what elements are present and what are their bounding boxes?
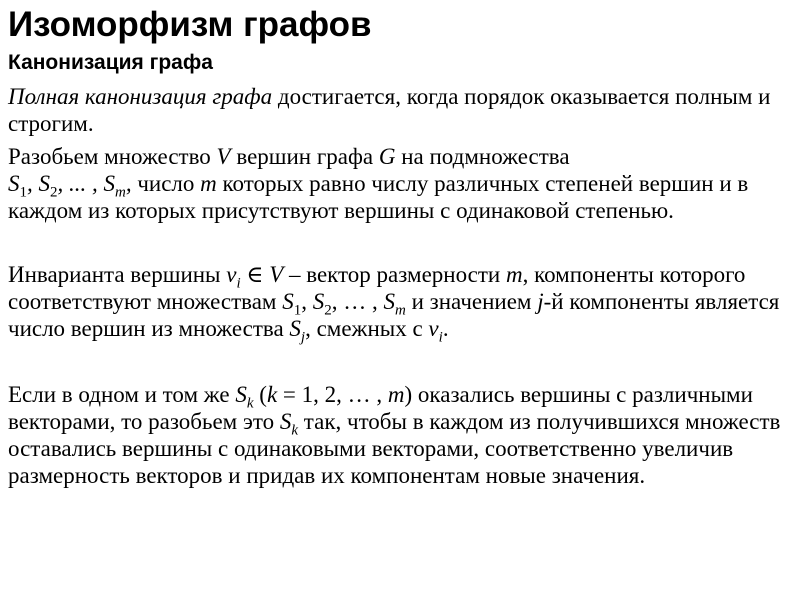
- var-vi: v: [428, 316, 439, 341]
- page-title: Изоморфизм графов: [8, 5, 372, 44]
- paragraph-canonization: [8, 83, 792, 137]
- sub-2-b: 2: [324, 302, 332, 319]
- p2-text-1: Разобьем множество: [8, 144, 217, 169]
- p3-text-5: -й компоненты является число вершин из множества: [8, 289, 780, 341]
- p2-text-2: вершин графа: [230, 144, 379, 169]
- term-full-canonization: Полная канонизация графа: [8, 84, 273, 109]
- p2-text-5: которых равно числу различных степеней вершин и в каждом из которых присутствуют вершины с одинаковой степенью.: [8, 171, 749, 223]
- paragraph-invariant: [8, 261, 792, 346]
- p4-text-2: (: [253, 382, 267, 407]
- var-Sj: S: [289, 316, 301, 341]
- paragraph-partition: [8, 143, 792, 224]
- p3-text-1: Инварианта вершины: [8, 262, 227, 287]
- p3-end: .: [442, 316, 449, 341]
- var-m-2: m: [505, 262, 523, 287]
- sub-1-b: 1: [293, 302, 302, 319]
- section-subtitle: Канонизация графа: [8, 51, 213, 74]
- var-S2: S: [38, 171, 50, 196]
- p3-text-2: – вектор размерности: [283, 262, 506, 287]
- sub-2: 2: [50, 184, 58, 201]
- var-m-3: m: [387, 382, 405, 407]
- p3-text-4: и значением: [405, 289, 538, 314]
- var-V-2: V: [269, 262, 284, 287]
- sub-m-b: m: [394, 302, 406, 319]
- var-j: j: [537, 289, 544, 314]
- var-m: m: [200, 171, 217, 196]
- var-Sm: S: [103, 171, 115, 196]
- p3-text-6: , смежных с: [305, 316, 429, 341]
- var-Sk-b: S: [279, 409, 292, 434]
- p4-text-4: ) оказались вершины с различными векторами, то разобьем это: [8, 382, 753, 434]
- var-k: k: [266, 382, 278, 407]
- var-v: v: [226, 262, 237, 287]
- var-Sm-b: S: [383, 289, 395, 314]
- var-V: V: [216, 144, 231, 169]
- var-S1: S: [8, 171, 20, 196]
- sub-i-b: i: [438, 329, 443, 346]
- p3-sep-1: ,: [301, 289, 313, 314]
- var-G: G: [378, 144, 396, 169]
- p2-text-4: число: [131, 171, 201, 196]
- p2-sep-3: ,: [125, 171, 132, 196]
- p3-text-3: , компоненты которого соответствуют множествам: [8, 262, 746, 314]
- var-Sk: S: [235, 382, 247, 407]
- p3-sep-2: , … ,: [331, 289, 384, 314]
- p2-sep-2: , ... ,: [57, 171, 104, 196]
- p4-text-1: Если в одном и том же: [8, 382, 236, 407]
- sub-m: m: [115, 184, 126, 201]
- sub-i: i: [236, 275, 241, 292]
- p2-text-3: на подмножества: [395, 144, 570, 169]
- var-S2-b: S: [312, 289, 325, 314]
- paragraph-refinement: [8, 381, 792, 489]
- p4-text-5: так, чтобы в каждом из получившихся множеств оставались вершины с одинаковыми векторами, соответственно увеличив размерность векторов и придав их компонентам новые значения.: [8, 409, 781, 488]
- sub-k: k: [246, 395, 254, 412]
- var-S1-b: S: [282, 289, 294, 314]
- p1-text: достигается, когда порядок оказывается полным и строгим.: [8, 84, 771, 136]
- sub-j: j: [300, 329, 306, 346]
- element-of-symbol: ∈: [240, 262, 270, 287]
- sub-1: 1: [19, 184, 27, 201]
- sub-k-b: k: [291, 422, 299, 439]
- p2-sep-1: ,: [27, 171, 39, 196]
- p4-text-3: = 1, 2, … ,: [277, 382, 388, 407]
